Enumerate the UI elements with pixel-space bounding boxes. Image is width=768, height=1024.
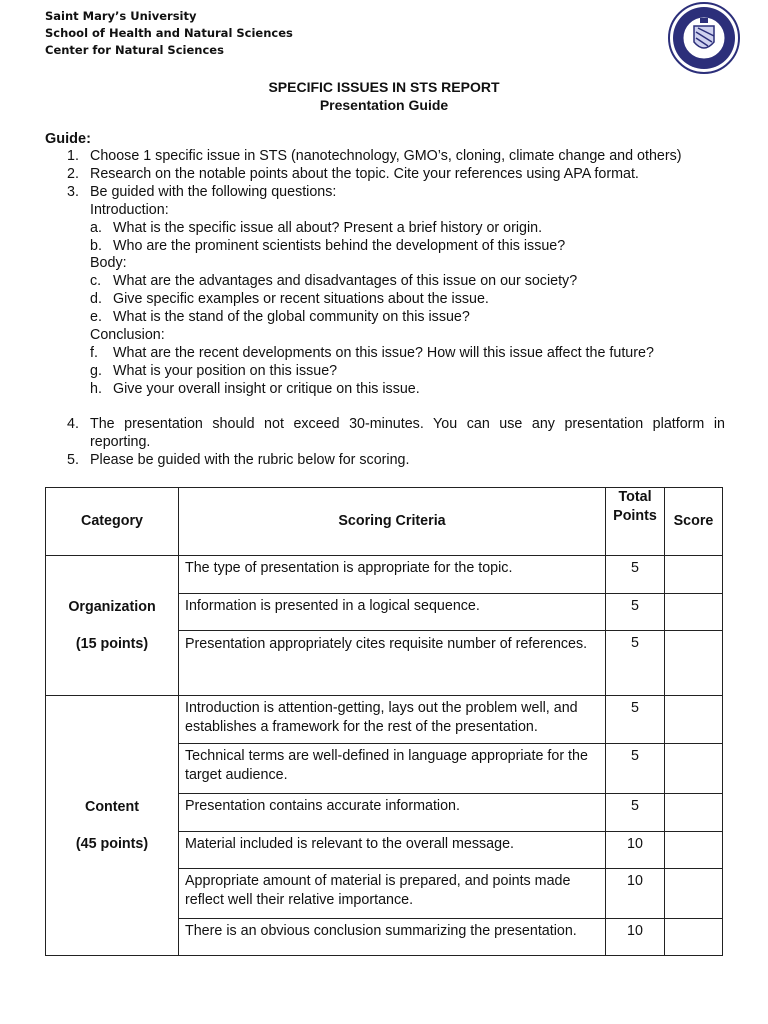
points-cell: 5 [606, 744, 665, 794]
document-subtitle: Presentation Guide [319, 97, 449, 113]
question-text: What is the stand of the global community on this issue? [113, 309, 470, 326]
category-name: Organization [68, 598, 156, 615]
points-cell: 10 [606, 869, 665, 919]
section-heading-introduction: Introduction: [90, 201, 169, 218]
item-number: 4. [67, 416, 79, 432]
list-item [45, 184, 725, 202]
category-points: (45 points) [75, 835, 149, 852]
question-letter: g. [90, 362, 102, 379]
question-text: Give your overall insight or critique on this issue. [113, 380, 420, 397]
item-text: reporting. [90, 433, 151, 450]
item-number: 5. [67, 451, 79, 468]
guide-list-continued [45, 416, 725, 470]
item-text: Please be guided with the rubric below for scoring. [90, 451, 410, 468]
category-name: Content [85, 798, 139, 815]
list-item [45, 148, 725, 166]
criteria-cell: The type of presentation is appropriate for the topic. [179, 556, 606, 594]
criteria-cell: Appropriate amount of material is prepared, and points made reflect well their relative importance. [179, 869, 606, 919]
points-cell: 5 [606, 556, 665, 594]
category-cell-content [46, 696, 179, 956]
score-cell [665, 744, 723, 794]
letterhead [45, 8, 293, 59]
question-item [45, 381, 725, 399]
table-row [46, 556, 723, 594]
guide-label: Guide: [45, 131, 91, 147]
score-header: Score [665, 488, 723, 556]
question-letter: e. [90, 309, 102, 326]
score-cell [665, 794, 723, 832]
question-letter: h. [90, 380, 102, 397]
question-text: What is the specific issue all about? Present a brief history or origin. [113, 219, 543, 236]
points-cell: 5 [606, 696, 665, 744]
points-cell: 5 [606, 594, 665, 631]
points-cell: 10 [606, 832, 665, 869]
list-item [45, 166, 725, 184]
criteria-cell: Introduction is attention-getting, lays out the problem well, and establishes a framework for the rest of the presentation. [179, 696, 606, 744]
points-cell: 5 [606, 631, 665, 696]
center-name: Center for Natural Sciences [45, 43, 224, 57]
section-heading-body: Body: [90, 255, 127, 272]
list-item [45, 416, 725, 434]
question-letter: d. [90, 291, 102, 308]
university-seal-icon [668, 2, 740, 74]
item-text: Research on the notable points about the topic. Cite your references using APA format. [90, 165, 639, 182]
question-text: What is your position on this issue? [113, 362, 338, 379]
score-cell [665, 919, 723, 956]
question-item [45, 363, 725, 381]
question-letter: c. [90, 273, 102, 290]
rubric-table [45, 487, 723, 956]
score-cell [665, 696, 723, 744]
section-heading-conclusion: Conclusion: [90, 327, 165, 344]
table-header-row [46, 488, 723, 556]
question-item [45, 309, 725, 327]
criteria-cell: Information is presented in a logical sequence. [179, 594, 606, 631]
criteria-cell: Material included is relevant to the overall message. [179, 832, 606, 869]
question-item [45, 220, 725, 238]
total-points-header: Total Points [606, 488, 665, 556]
list-item [45, 452, 725, 470]
question-letter: a. [90, 219, 102, 236]
question-text: What are the advantages and disadvantages of this issue on our society? [113, 273, 578, 290]
category-cell-organization [46, 556, 179, 696]
item-number: 1. [67, 148, 79, 164]
item-text: Be guided with the following questions: [90, 183, 337, 200]
item-number: 2. [67, 165, 79, 182]
criteria-cell: Presentation contains accurate information. [179, 794, 606, 832]
university-name: Saint Mary’s University [45, 9, 197, 23]
item-number: 3. [67, 183, 79, 200]
category-header: Category [46, 488, 179, 556]
question-letter: b. [90, 237, 102, 254]
school-name: School of Health and Natural Sciences [45, 26, 293, 40]
question-text: What are the recent developments on this issue? How will this issue affect the future? [113, 344, 654, 361]
list-item-continuation [45, 434, 725, 452]
question-item [45, 345, 725, 363]
criteria-cell: Technical terms are well-defined in language appropriate for the target audience. [179, 744, 606, 794]
score-cell [665, 869, 723, 919]
points-cell: 5 [606, 794, 665, 832]
question-letter: f. [90, 344, 98, 361]
criteria-header: Scoring Criteria [179, 488, 606, 556]
points-cell: 10 [606, 919, 665, 956]
item-text: The presentation should not exceed 30-minutes. You can use any presentation platform in [90, 416, 725, 432]
category-points: (15 points) [75, 635, 149, 652]
document-title: SPECIFIC ISSUES IN STS REPORT [268, 79, 500, 95]
item-text: Choose 1 specific issue in STS (nanotechnology, GMO’s, cloning, climate change and others) [90, 148, 682, 164]
criteria-cell: There is an obvious conclusion summarizing the presentation. [179, 919, 606, 956]
score-cell [665, 594, 723, 631]
score-cell [665, 631, 723, 696]
guide-list [45, 148, 725, 399]
score-cell [665, 832, 723, 869]
table-row [46, 696, 723, 744]
question-item [45, 291, 725, 309]
question-text: Who are the prominent scientists behind the development of this issue? [113, 237, 566, 254]
question-item [45, 273, 725, 291]
question-text: Give specific examples or recent situations about the issue. [113, 291, 489, 308]
score-cell [665, 556, 723, 594]
criteria-cell: Presentation appropriately cites requisite number of references. [179, 631, 606, 696]
question-item [45, 238, 725, 256]
